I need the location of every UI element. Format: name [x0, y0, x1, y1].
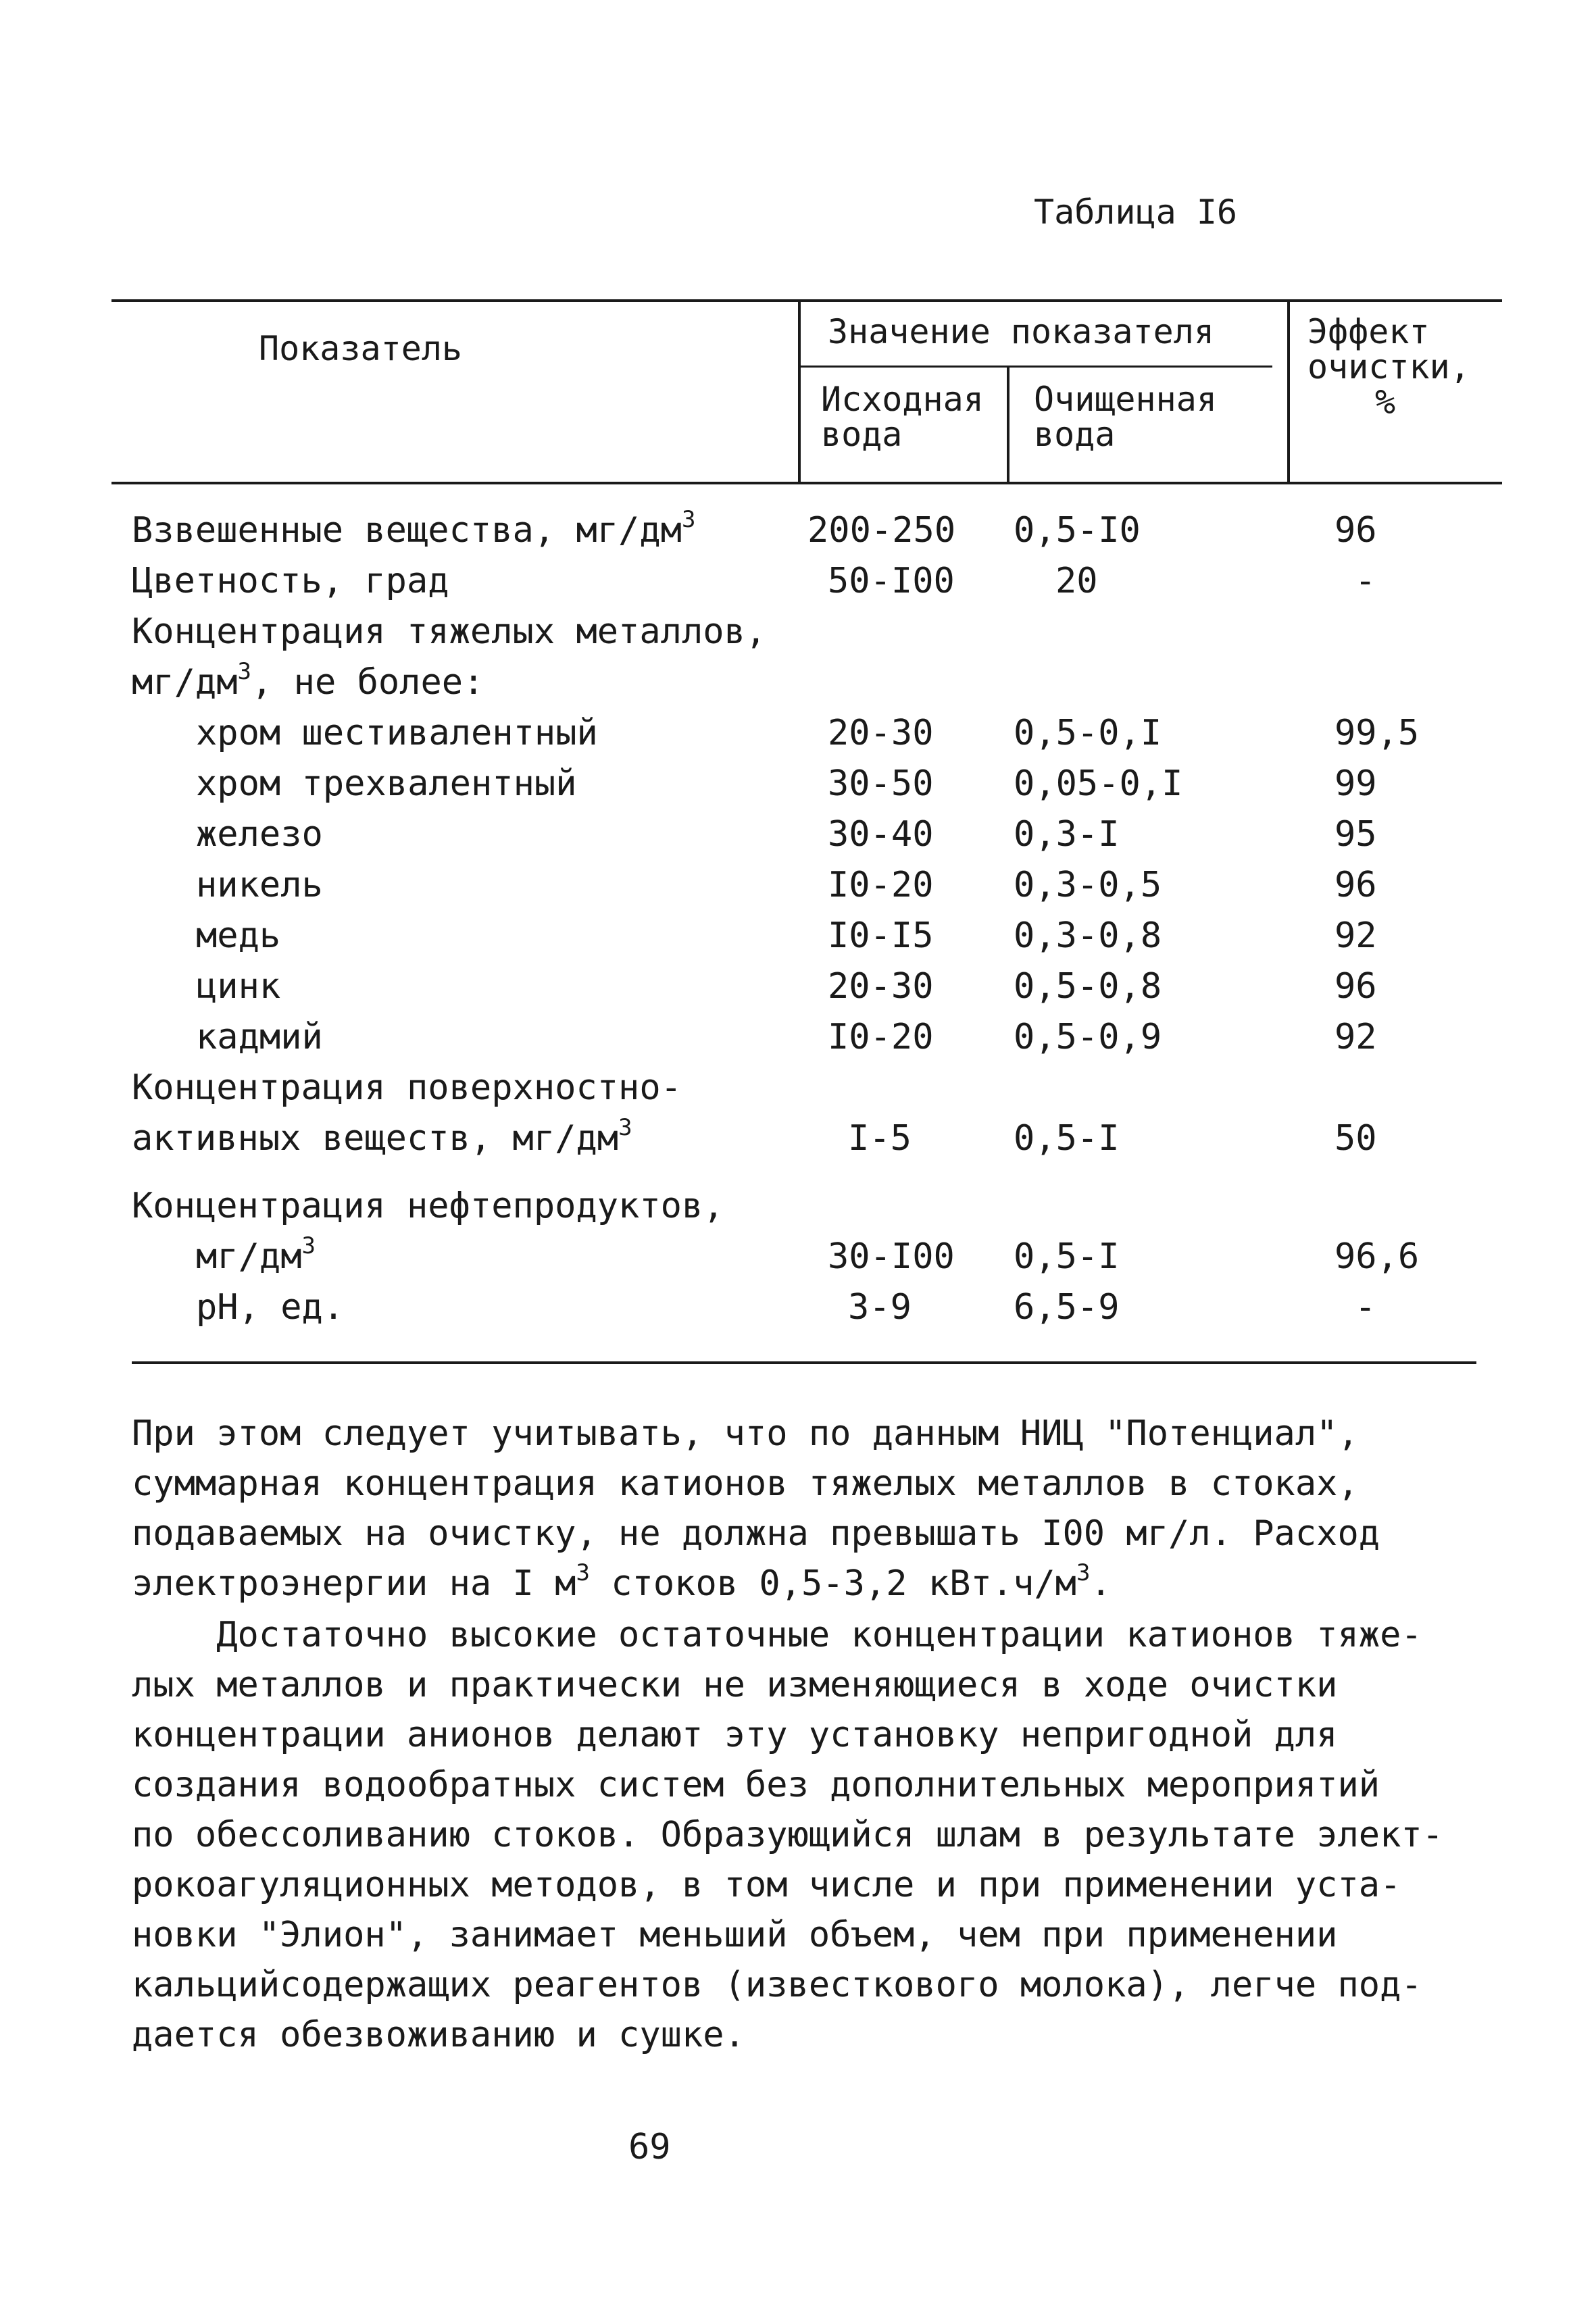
text-line: создания водообратных систем без дополнительных мероприятий	[132, 1765, 1380, 1805]
header-effect: Эффект очистки, %	[1307, 312, 1470, 422]
row-label: никель	[196, 865, 323, 905]
column-divider-1	[798, 301, 801, 483]
row-effect: 96,6	[1335, 1236, 1420, 1277]
header-bottom-rule	[111, 482, 1502, 484]
row-effect: 95	[1335, 814, 1377, 855]
row-label: Концентрация поверхностно-	[132, 1067, 682, 1108]
row-effect: 92	[1335, 915, 1377, 956]
page-number: 69	[628, 2127, 671, 2167]
row-label: pH, ед.	[196, 1287, 345, 1328]
paragraph-2	[132, 1610, 1483, 2060]
text-line: дается обезвоживанию и сушке.	[132, 2015, 745, 2055]
row-label: хром шестивалентный	[196, 713, 598, 753]
header-indicator: Показатель	[259, 329, 463, 368]
row-treated: 0,3-I	[1014, 814, 1120, 855]
row-source: I0-20	[828, 1017, 934, 1057]
table-bottom-rule	[132, 1361, 1476, 1364]
row-label: $мг/дм^3$, не более:	[132, 658, 484, 703]
column-divider-2	[1007, 367, 1009, 483]
row-effect: 96	[1335, 510, 1377, 551]
row-effect: 96	[1335, 865, 1377, 905]
row-label: цинк	[196, 966, 281, 1007]
row-source: 30-I00	[828, 1236, 955, 1277]
row-effect: 96	[1335, 966, 1377, 1007]
row-treated: 0,5-0,8	[1014, 966, 1162, 1007]
table-top-rule	[111, 299, 1502, 302]
paragraph-1	[132, 1409, 1483, 1609]
text-line: рокоагуляционных методов, в том числе и при применении уста-	[132, 1865, 1401, 1905]
header-values-group: Значение показателя	[828, 312, 1214, 351]
text-line: новки "Элион", занимает меньший объем, чем при применении	[132, 1915, 1338, 1955]
row-treated: 0,5-I	[1014, 1118, 1120, 1159]
row-label: кадмий	[196, 1017, 323, 1057]
row-effect: -	[1355, 561, 1376, 601]
header-subdivider	[799, 366, 1272, 368]
text-line: концентрации анионов делают эту установку непригодной для	[132, 1715, 1338, 1755]
row-source: 20-30	[828, 966, 934, 1007]
header-treated-water: Очищенная вода	[1034, 380, 1217, 454]
text-line: суммарная концентрация катионов тяжелых металлов в стоках,	[132, 1463, 1359, 1504]
row-effect: 99,5	[1335, 713, 1420, 753]
row-label: Цветность, град	[132, 561, 449, 601]
row-source: I0-20	[828, 865, 934, 905]
row-label: медь	[196, 915, 281, 956]
row-source: I0-I5	[828, 915, 934, 956]
row-treated: 6,5-9	[1014, 1287, 1120, 1328]
text-line: по обессоливанию стоков. Образующийся шлам в результате элект-	[132, 1815, 1444, 1855]
row-source: I-5	[848, 1118, 912, 1159]
text-line: кальцийсодержащих реагентов (известкового молока), легче под-	[132, 1965, 1422, 2005]
row-source: 200-250	[807, 510, 956, 551]
row-source: 30-40	[828, 814, 934, 855]
row-effect: 92	[1335, 1017, 1377, 1057]
row-source: 50-I00	[828, 561, 955, 601]
row-treated: 0,5-0,I	[1014, 713, 1162, 753]
row-source: 30-50	[828, 763, 934, 804]
row-treated: 0,5-I0	[1014, 510, 1141, 551]
text-line: электроэнергии на I $м^3$ стоков 0,5-3,2 $кВт.ч/м^3$.	[132, 1559, 1112, 1604]
row-label: хром трехвалентный	[196, 763, 577, 804]
column-divider-3	[1287, 301, 1290, 483]
text-line: подаваемых на очистку, не должна превышать I00 мг/л. Расход	[132, 1513, 1380, 1554]
row-label: Взвешенные вещества, $мг/дм^3$	[132, 506, 696, 551]
row-label: активных веществ, $мг/дм^3$	[132, 1114, 632, 1159]
row-label: Концентрация нефтепродуктов,	[132, 1186, 724, 1226]
text-line: Достаточно высокие остаточные концентрации катионов тяже-	[132, 1615, 1422, 1655]
row-treated: 0,3-0,8	[1014, 915, 1162, 956]
row-label: $мг/дм^3$	[196, 1232, 316, 1277]
row-treated: 0,5-I	[1014, 1236, 1120, 1277]
row-treated: 0,05-0,I	[1014, 763, 1183, 804]
row-treated: 20	[1055, 561, 1098, 601]
row-effect: -	[1355, 1287, 1376, 1328]
text-line: лых металлов и практически не изменяющиеся в ходе очистки	[132, 1665, 1338, 1705]
row-source: 3-9	[848, 1287, 912, 1328]
row-label: Концентрация тяжелых металлов,	[132, 611, 767, 652]
row-treated: 0,3-0,5	[1014, 865, 1162, 905]
row-treated: 0,5-0,9	[1014, 1017, 1162, 1057]
text-line: При этом следует учитывать, что по данным НИЦ "Потенциал",	[132, 1413, 1359, 1454]
header-source-water: Исходная вода	[821, 380, 984, 454]
table-caption: Таблица I6	[1034, 193, 1238, 232]
row-label: железо	[196, 814, 323, 855]
row-effect: 50	[1335, 1118, 1377, 1159]
row-effect: 99	[1335, 763, 1377, 804]
row-source: 20-30	[828, 713, 934, 753]
